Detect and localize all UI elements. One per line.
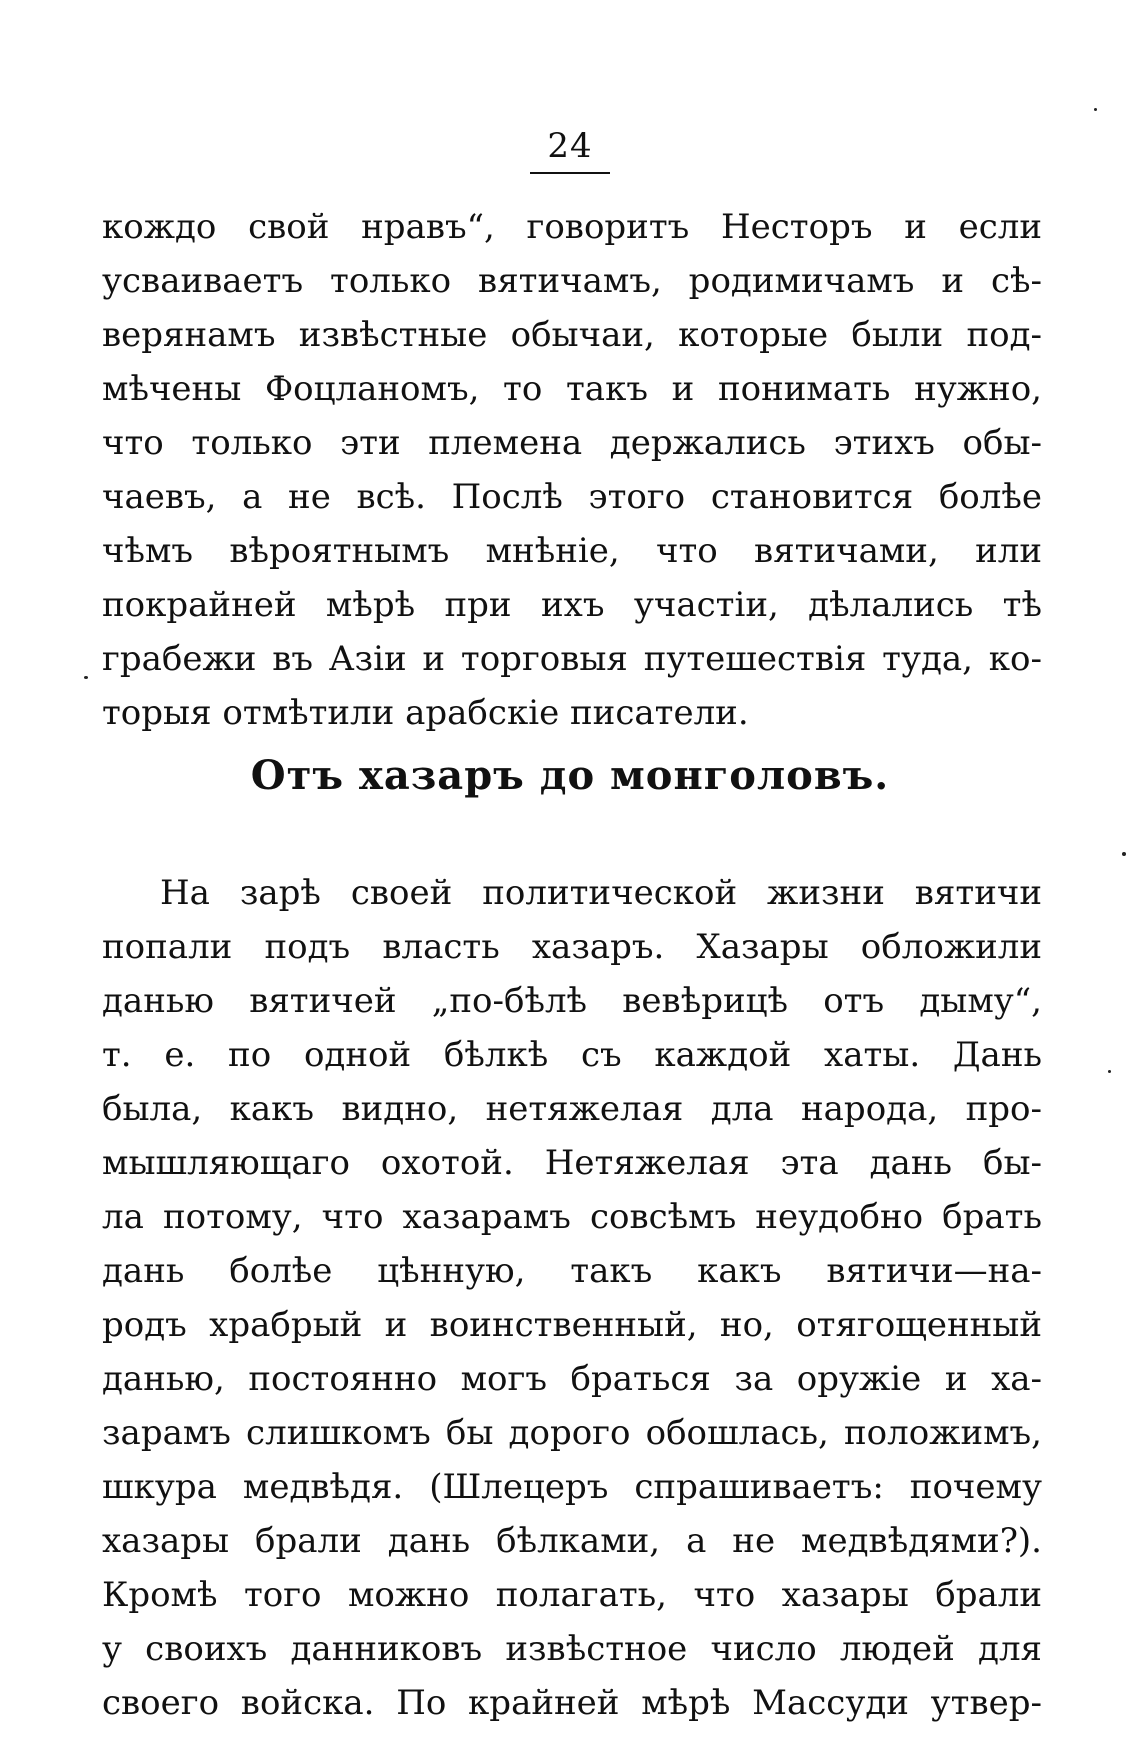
scan-speck (1108, 1070, 1111, 1073)
text-line: попали подъ власть хазаръ. Хазары обложили (102, 927, 1042, 967)
text-line: чаевъ, а не всѣ. Послѣ этого становится болѣе (102, 477, 1042, 517)
text-line: верянамъ извѣстные обычаи, которые были под- (102, 315, 1042, 355)
text-line: Кромѣ того можно полагать, что хазары брали (102, 1575, 1042, 1615)
page-number-rule (530, 172, 610, 174)
text-line: что только эти племена держались этихъ обы- (102, 423, 1042, 463)
text-line: грабежи въ Азіи и торговыя путешествія туда, ко- (102, 639, 1042, 679)
text-line: шкура медвѣдя. (Шлецеръ спрашиваетъ: почему (102, 1467, 1042, 1507)
section-heading: Отъ хазаръ до монголовъ. (250, 752, 890, 799)
text-line: мышляющаго охотой. Нетяжелая эта дань бы- (102, 1143, 1042, 1183)
text-line: хазары брали дань бѣлками, а не медвѣдями?). (102, 1521, 1042, 1561)
text-line: усваиваетъ только вятичамъ, родимичамъ и сѣ- (102, 261, 1042, 301)
text-line: торыя отмѣтили арабскіе писатели. (102, 693, 749, 733)
text-line: была, какъ видно, нетяжелая дла народа, про- (102, 1089, 1042, 1129)
text-line: покрайней мѣрѣ при ихъ участіи, дѣлались тѣ (102, 585, 1042, 625)
text-line: т. е. по одной бѣлкѣ съ каждой хаты. Дань (102, 1035, 1042, 1075)
text-line: данью вятичей „по-бѣлѣ вевѣрицѣ отъ дыму“, (102, 981, 1042, 1021)
text-line: мѣчены Фоцланомъ, то такъ и понимать нужно, (102, 369, 1042, 409)
text-line: кождо свой нравъ“, говоритъ Несторъ и если (102, 207, 1042, 247)
text-line: у своихъ данниковъ извѣстное число людей для (102, 1629, 1042, 1669)
scan-speck (84, 676, 88, 679)
text-line: ла потому, что хазарамъ совсѣмъ неудобно брать (102, 1197, 1042, 1237)
scan-speck (1122, 852, 1126, 856)
text-line: данью, постоянно могъ браться за оружіе и ха- (102, 1359, 1042, 1399)
scan-speck (1094, 108, 1097, 111)
text-line: чѣмъ вѣроятнымъ мнѣніе, что вятичами, или (102, 531, 1042, 571)
text-line: На зарѣ своей политической жизни вятичи (160, 873, 1042, 913)
text-line: зарамъ слишкомъ бы дорого обошлась, положимъ, (102, 1413, 1042, 1453)
text-line: своего войска. По крайней мѣрѣ Массуди утвер- (102, 1683, 1042, 1723)
page-number: 24 (547, 126, 593, 166)
text-line: родъ храбрый и воинственный, но, отягощенный (102, 1305, 1042, 1345)
text-line: дань болѣе цѣнную, такъ какъ вятичи—на- (102, 1251, 1042, 1291)
